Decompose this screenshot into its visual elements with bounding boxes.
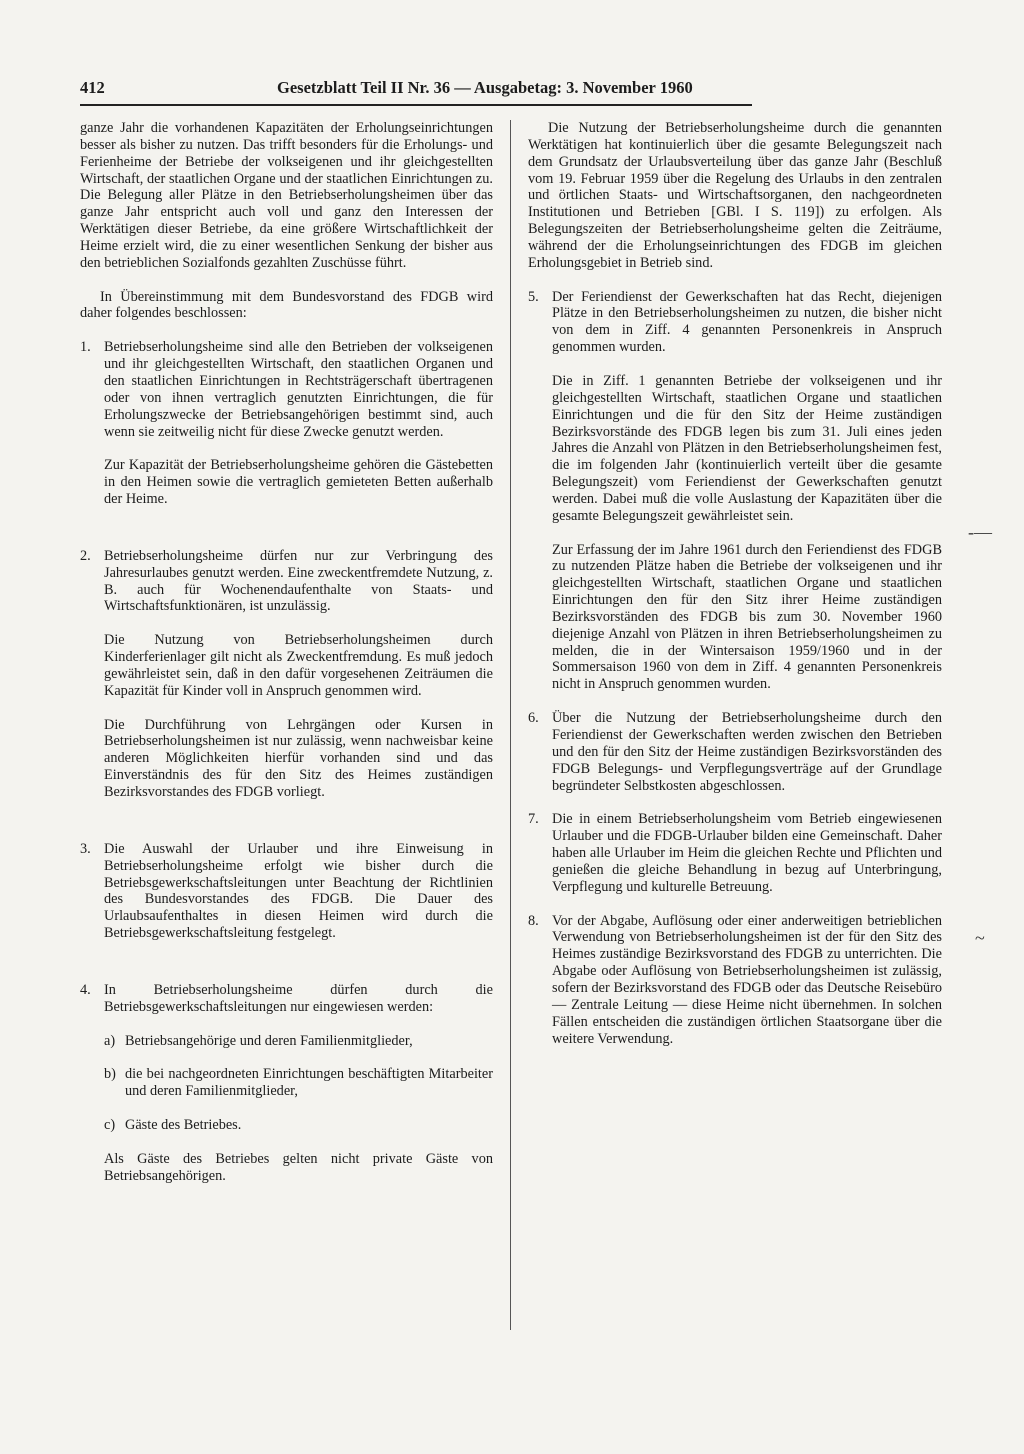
opening-paragraph: ganze Jahr die vorhandenen Kapazitäten der Erholungseinrichtungen besser als bisher zu nutzen. Das trifft besonders für die Erholungs- und Ferienheime der Betriebe der volkseigenen und ihr gleichgestellten Wirtschaft, der staatlichen Organe und der staatlichen Einrichtungen zu. Die Belegung aller Plätze in den Betriebserholungsheimen über das ganze Jahr entspricht auch voll und ganz den Interessen der Werktätigen dieser Betriebe, da eine größere Wirtschaftlichkeit der Heime erzielt wird, die zu einer wesentlichen Senkung der bisher aus den betrieblichen Sozialfonds gezahlten Zuschüsse führt. [80, 120, 493, 271]
section-number: 8. [528, 912, 539, 929]
sub-item-b [104, 1066, 493, 1100]
section-paragraph: Betriebserholungsheime sind alle den Betrieben der volkseigenen und ihr gleichgestellten Wirtschaft, den staatlichen Organen und den staatlichen Einrichtungen in Rechtsträgerschaft übertragenen oder von ihnen vertraglich genutzten Einrichtungen, die für Erholungszwecke der Betriebsangehörigen bestimmt sind, auch wenn sie zeitweilig nicht für diese Zwecke genutzt werden. [104, 339, 493, 440]
margin-mark: -— [968, 522, 992, 542]
section-4 [80, 982, 493, 1185]
section-number: 1. [80, 339, 91, 356]
section-6 [528, 710, 942, 794]
section-paragraph: In Betriebserholungsheime dürfen durch die Betriebsgewerkschaftsleitungen nur eingewiesen werden: [104, 981, 493, 1015]
section-number: 5. [528, 288, 539, 305]
right-column [528, 120, 942, 1047]
section-number: 6. [528, 710, 539, 727]
section-1 [80, 339, 493, 508]
section-paragraph: Als Gäste des Betriebes gelten nicht private Gäste von Betriebsangehörigen. [104, 1150, 493, 1184]
sub-item-text: Betriebsangehörige und deren Familienmitglieder, [125, 1032, 413, 1049]
page-number: 412 [80, 78, 105, 97]
sub-item-label: a) [104, 1032, 116, 1049]
section-number: 2. [80, 547, 91, 564]
section-paragraph: Über die Nutzung der Betriebserholungsheime durch den Feriendienst der Gewerkschaften werden zwischen den Betrieben und den für den Sitz der Heime zuständigen Bezirksvorständen des FDGB Belegungs- und Verpflegungsverträge auf der Grundlage begründeter Selbstkosten abgeschlossen. [552, 710, 942, 794]
running-title: Gesetzblatt Teil II Nr. 36 — Ausgabetag: 3. November 1960 [277, 78, 693, 97]
column-divider [510, 120, 511, 1330]
sub-item-text: die bei nachgeordneten Einrichtungen beschäftigten Mitarbeiter und deren Familienmitglieder, [125, 1066, 493, 1100]
section-5 [528, 289, 942, 694]
section-3 [80, 841, 493, 942]
section-number: 3. [80, 840, 91, 857]
left-column [80, 120, 493, 1185]
section-paragraph: Zur Kapazität der Betriebserholungsheime gehören die Gästebetten in den Heimen sowie die vertraglich gemieteten Betten außerhalb der Heime. [104, 457, 493, 508]
section-paragraph: Die in Ziff. 1 genannten Betriebe der volkseigenen und ihr gleichgestellten Wirtschaft, staatlichen Organe und staatlichen Einrichtungen und die für den Sitz der Heime zuständigen Bezirksvorstände des FDGB legen bis zum 31. Juli eines jeden Jahres die Anzahl von Plätzen in den Betriebserholungsheimen fest, die im folgenden Jahr (kontinuierlich verteilt über die gesamte Belegungszeit) vom Feriendienst der Gewerkschaften genutzt werden. Dabei muß die volle Auslastung der Kapazitäten über die gesamte Belegungszeit gewährleistet sein. [552, 372, 942, 524]
section-paragraph: Der Feriendienst der Gewerkschaften hat das Recht, diejenigen Plätze in den Betriebserholungsheimen zu nutzen, die bisher nicht von dem in Ziff. 4 genannten Personenkreis in Anspruch genommen wurden. [552, 288, 942, 356]
sub-item-label: c) [104, 1117, 116, 1134]
section-number: 7. [528, 811, 539, 828]
section-paragraph: Zur Erfassung der im Jahre 1961 durch den Feriendienst des FDGB zu nutzenden Plätze haben die Betriebe der volkseigenen und ihr gleichgestellten Wirtschaft, staatlichen Organe und staatlichen Einrichtungen den für den Sitz ihrer Heime zuständigen Bezirksvorständen des FDGB bis zum 30. November 1960 diejenige Anzahl von Plätzen in ihren Betriebserholungsheimen zu melden, die in der Wintersaison 1959/1960 und in der Sommersaison 1960 von dem in Ziff. 4 genannten Personenkreis nicht in Anspruch genommen wurden. [552, 541, 942, 693]
resolution-intro: In Übereinstimmung mit dem Bundesvorstand des FDGB wird daher folgendes beschlossen: [80, 288, 493, 322]
sub-item-c [104, 1117, 493, 1134]
section-paragraph: Betriebserholungsheime dürfen nur zur Verbringung des Jahresurlaubes genutzt werden. Eine zweckentfremdete Nutzung, z. B. auch für Wochenendaufenthalte von Staats- und Wirtschaftsfunktionären, ist unzulässig. [104, 547, 493, 615]
section-8 [528, 913, 942, 1048]
section-paragraph: Die Nutzung von Betriebserholungsheimen durch Kinderferienlager gilt nicht als Zweckentfremdung. Es muß jedoch gewährleistet sein, daß in den dafür vorgesehenen Zeiträumen die Kapazität für Kinder voll in Anspruch genommen wird. [104, 632, 493, 699]
section-paragraph: Vor der Abgabe, Auflösung oder einer anderweitigen betrieblichen Verwendung von Betriebserholungsheimen ist der für den Sitz des Heimes zuständige Bezirksvorstand des FDGB zu unterrichten. Die Abgabe oder Auflösung von Betriebserholungsheimen ist zulässig, sofern der Bezirksvorstand des FDGB oder das Deutsche Reisebüro — Zentrale Leitung — diese Heime nicht übernehmen. In solchen Fällen entscheiden die zuständigen örtlichen Staatsorgane über die weitere Verwendung. [552, 912, 942, 1047]
sub-item-label: b) [104, 1066, 116, 1083]
opening-paragraph: Die Nutzung der Betriebserholungsheime durch die genannten Werktätigen hat kontinuierlich über die gesamte Belegungszeit nach dem Grundsatz der Urlaubsverteilung über das ganze Jahr (Beschluß vom 19. Februar 1959 über die Regelung des Urlaubs in den zentralen und örtlichen Staats- und Wirtschaftsorganen, den nachgeordneten Institutionen und Betrieben [GBl. I S. 119]) zu erfolgen. Als Belegungszeiten der Betriebserholungsheime gelten die Zeiträume, während der die Erholungseinrichtungen des FDGB im gleichen Erholungsgebiet in Betrieb sind. [528, 120, 942, 271]
section-paragraph: Die Durchführung von Lehrgängen oder Kursen in Betriebserholungsheimen ist nur zulässig, wenn nachweisbar keine anderen Möglichkeiten hierfür vorhanden sind und das Einverständnis des für den Sitz des Heimes zuständigen Bezirksvorstandes des FDGB vorliegt. [104, 716, 493, 800]
section-number: 4. [80, 981, 91, 998]
page-header [80, 78, 752, 106]
section-paragraph: Die Auswahl der Urlauber und ihre Einweisung in Betriebserholungsheime erfolgt wie bisher durch die Betriebsgewerkschaftsleitungen unter Beachtung der Richtlinien des Bundesvorstandes des FDGB. Die Dauer des Urlaubsaufenthaltes in diesen Heimen wird durch die Betriebsgewerkschaftsleitung festgelegt. [104, 840, 493, 942]
sub-item-text: Gäste des Betriebes. [125, 1117, 242, 1134]
margin-mark: ~ [975, 928, 985, 948]
section-7 [528, 811, 942, 895]
sub-item-a [104, 1033, 493, 1050]
section-2 [80, 548, 493, 801]
section-paragraph: Die in einem Betriebserholungsheim vom Betrieb eingewiesenen Urlauber und die FDGB-Urlauber bilden eine Gemeinschaft. Daher haben alle Urlauber im Heim die gleichen Rechte und Pflichten und genießen die gleiche Behandlung in bezug auf Unterbringung, Verpflegung und kulturelle Betreuung. [552, 811, 942, 895]
